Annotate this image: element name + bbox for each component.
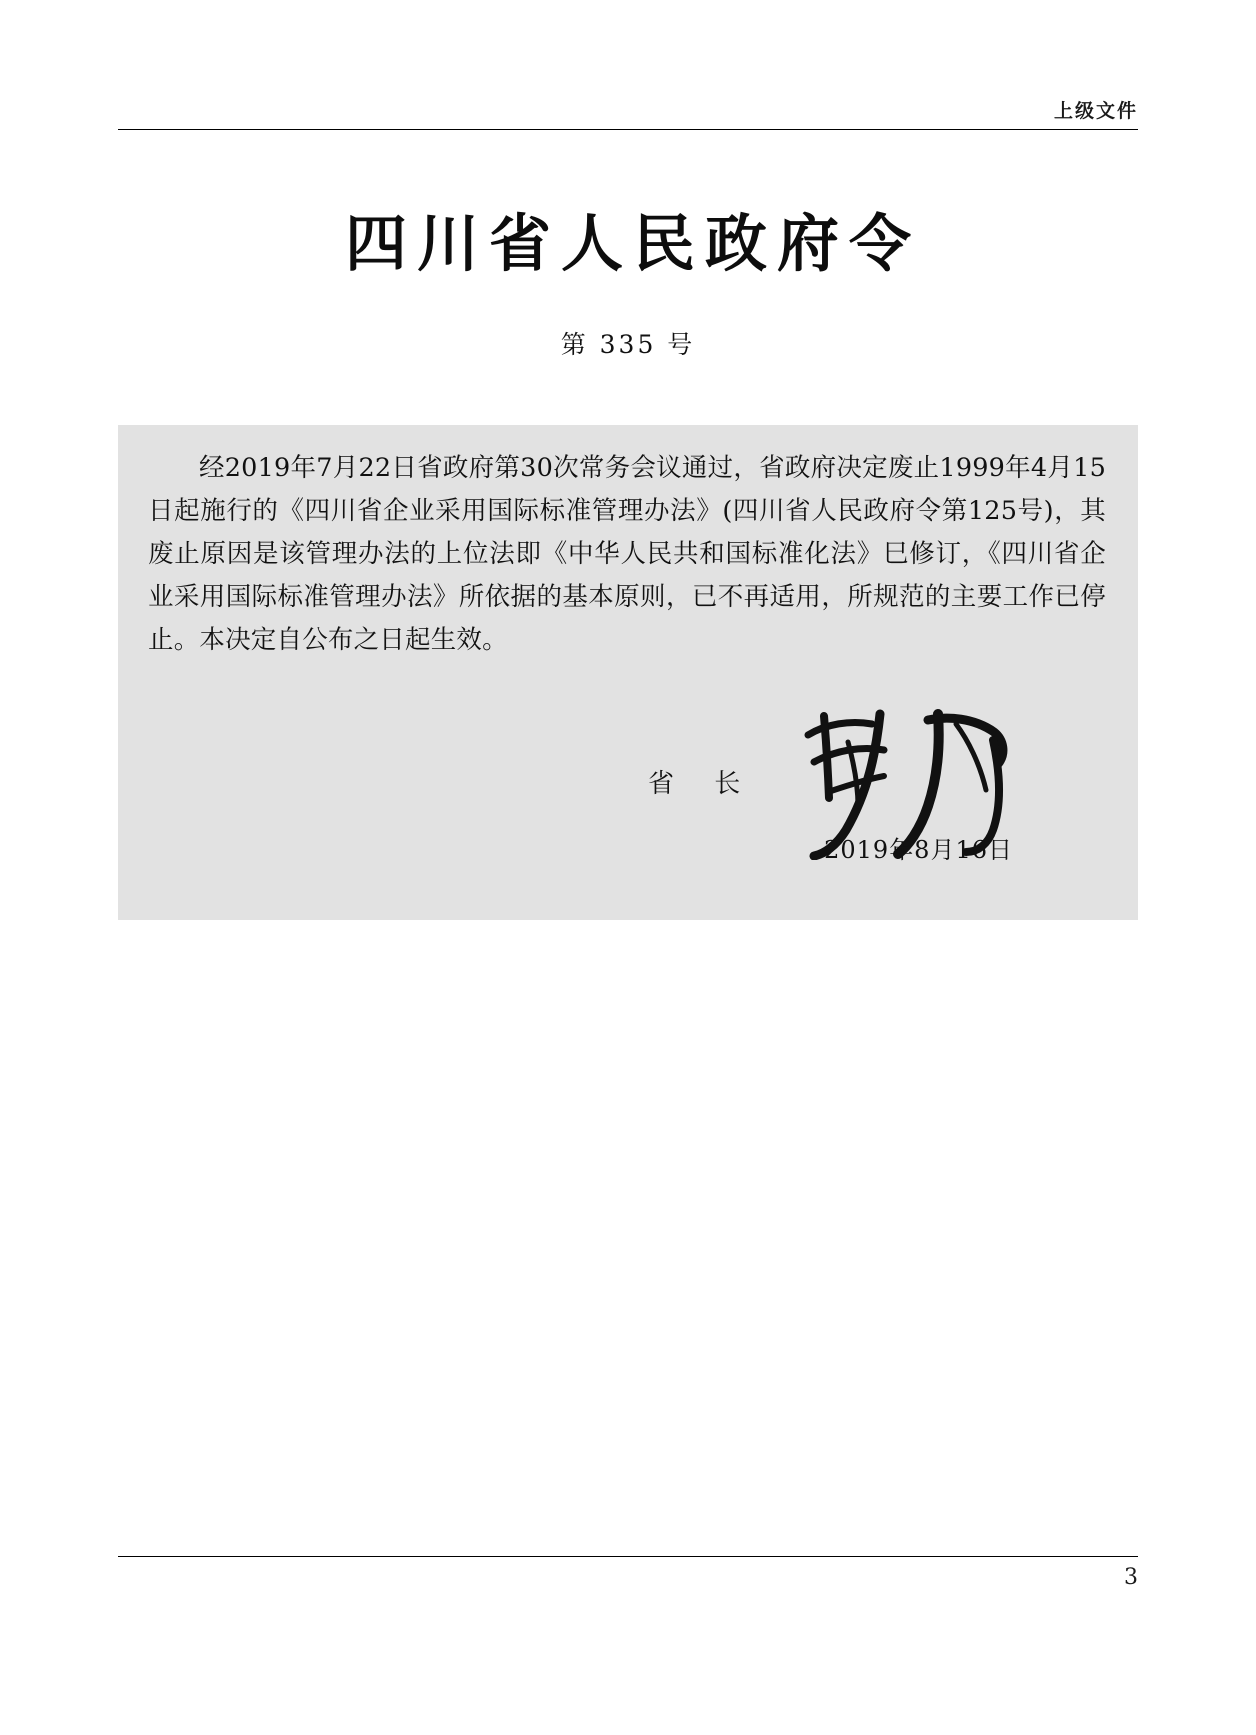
signature-label: 省 长 <box>648 769 757 799</box>
page-footer <box>118 1556 1138 1590</box>
document-title: 四川省人民政府令 <box>344 207 921 280</box>
page-number: 3 <box>1124 1565 1138 1590</box>
header-label: 上级文件 <box>1053 100 1138 122</box>
signature-date: 2019年8月16日 <box>824 836 1013 864</box>
document-body: 经2019年7月22日省政府第30次常务会议通过，省政府决定废止1999年4月15日起施行的《四川省企业采用国际标准管理办法》(四川省人民政府令第125号)，其废止原因是该管理办法的上位法即《中华人民共和国标准化法》巳修订，《四川省企业采用国际标准管理办法》所依据的基本原则，已不再适用，所规范的主要工作已停止。本决定自公布之日起生效。 <box>148 453 1106 655</box>
content-panel <box>118 425 1138 920</box>
page-header <box>118 96 1138 130</box>
header-divider <box>118 129 1138 130</box>
document-number: 第 335 号 <box>560 329 696 359</box>
title-block <box>118 205 1138 361</box>
